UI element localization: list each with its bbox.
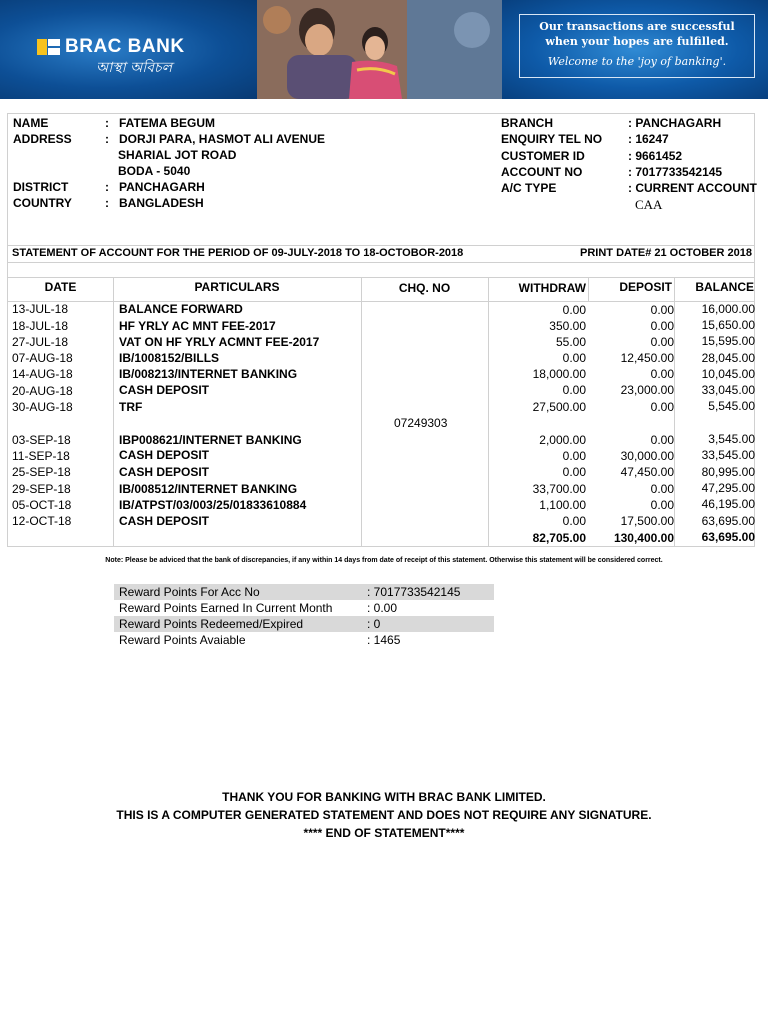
branch-value: : PANCHAGARH	[628, 116, 722, 130]
row-date: 20-AUG-18	[12, 384, 73, 398]
row-withdraw: 55.00	[555, 335, 586, 349]
ac-type-code: CAA	[635, 197, 663, 212]
banner-message-panel	[502, 0, 768, 99]
footer-computer-generated: THIS IS A COMPUTER GENERATED STATEMENT AND DOES NOT REQUIRE ANY SIGNATURE.	[116, 808, 652, 822]
row-deposit: 0.00	[650, 335, 674, 349]
row-deposit: 23,000.00	[620, 383, 674, 397]
logo-tagline: আস্থা অবিচল	[96, 60, 173, 76]
reward-label: Reward Points Earned In Current Month	[119, 601, 333, 615]
row-balance: 15,595.00	[701, 334, 755, 348]
reward-row	[114, 632, 494, 648]
row-balance: 47,295.00	[701, 481, 755, 495]
footer-end-of-statement: **** END OF STATEMENT****	[303, 826, 465, 840]
col-deposit-header: DEPOSIT	[619, 280, 672, 294]
country-label: COUNTRY	[13, 196, 72, 210]
country-sep: :	[105, 196, 109, 210]
reward-value: : 0	[367, 617, 381, 631]
logo-text: BRAC BANK	[65, 36, 185, 57]
country-value: BANGLADESH	[119, 196, 204, 210]
row-particulars: IBP008621/INTERNET BANKING	[119, 433, 302, 447]
reward-row	[114, 600, 494, 616]
row-withdraw: 33,700.00	[532, 482, 586, 496]
row-balance: 33,045.00	[701, 383, 755, 397]
statement-footer	[0, 788, 768, 842]
branch-label: BRANCH	[501, 116, 553, 130]
row-date: 30-AUG-18	[12, 400, 73, 414]
row-deposit: 0.00	[650, 400, 674, 414]
banner-logo-panel	[0, 0, 257, 99]
row-withdraw: 18,000.00	[532, 367, 586, 381]
row-particulars: VAT ON HF YRLY ACMNT FEE-2017	[119, 335, 320, 349]
row-deposit: 30,000.00	[620, 449, 674, 463]
col-date-header: DATE	[44, 280, 77, 294]
row-balance: 80,995.00	[701, 465, 755, 479]
reward-row	[114, 584, 494, 600]
row-particulars: CASH DEPOSIT	[119, 448, 210, 462]
banner-message-line2: when your hopes are fulfilled.	[545, 35, 729, 48]
reward-value: : 1465	[367, 633, 401, 647]
address-sep: :	[105, 132, 109, 146]
row-particulars: CASH DEPOSIT	[119, 465, 210, 479]
row-balance: 10,045.00	[701, 367, 755, 381]
row-deposit: 0.00	[650, 433, 674, 447]
logo-mark-icon	[37, 39, 61, 55]
address-line1: DORJI PARA, HASMOT ALI AVENUE	[119, 132, 326, 146]
row-date: 27-JUL-18	[12, 335, 69, 349]
row-date: 07-AUG-18	[12, 351, 73, 365]
row-particulars: HF YRLY AC MNT FEE-2017	[119, 319, 276, 333]
brac-bank-logo	[37, 36, 185, 58]
ac-type-value: : CURRENT ACCOUNT	[628, 181, 757, 195]
row-date: 03-SEP-18	[12, 433, 71, 447]
row-balance: 16,000.00	[701, 302, 755, 316]
footer-thank-you: THANK YOU FOR BANKING WITH BRAC BANK LIMITED.	[222, 790, 546, 804]
row-balance: 15,650.00	[701, 318, 755, 332]
reward-label: Reward Points For Acc No	[119, 585, 260, 599]
row-balance: 3,545.00	[708, 432, 755, 446]
reward-label: Reward Points Avaiable	[119, 633, 246, 647]
row-particulars: CASH DEPOSIT	[119, 514, 210, 528]
row-balance: 46,195.00	[701, 497, 755, 511]
ac-type-label: A/C TYPE	[501, 181, 557, 195]
row-deposit: 47,450.00	[620, 465, 674, 479]
row-balance: 28,045.00	[701, 351, 755, 365]
row-balance: 33,545.00	[701, 448, 755, 462]
statement-box	[7, 113, 755, 547]
row-chq-no: 07249303	[394, 416, 448, 430]
row-particulars: IB/1008152/BILLS	[119, 351, 220, 365]
customer-id-value: : 9661452	[628, 149, 683, 163]
row-date: 05-OCT-18	[12, 498, 72, 512]
row-date: 18-JUL-18	[12, 319, 69, 333]
print-date: PRINT DATE# 21 OCTOBER 2018	[580, 247, 752, 259]
row-withdraw: 0.00	[562, 514, 586, 528]
statement-period: STATEMENT OF ACCOUNT FOR THE PERIOD OF 09-JULY-2018 TO 18-OCTOBOR-2018	[12, 247, 464, 259]
row-deposit: 12,450.00	[620, 351, 674, 365]
banner-message-line3: Welcome to the 'joy of banking'.	[547, 55, 727, 68]
father-daughter-photo-icon	[257, 0, 502, 99]
banner-message-line1: Our transactions are successful	[539, 20, 735, 33]
total-deposit: 130,400.00	[613, 531, 674, 545]
customer-id-label: CUSTOMER ID	[501, 149, 585, 163]
enquiry-label: ENQUIRY TEL NO	[501, 132, 603, 146]
row-withdraw: 0.00	[562, 351, 586, 365]
reward-points-table	[114, 584, 494, 648]
row-balance: 63,695.00	[701, 514, 755, 528]
total-withdraw: 82,705.00	[532, 531, 586, 545]
reward-label: Reward Points Redeemed/Expired	[119, 617, 304, 631]
row-withdraw: 0.00	[562, 465, 586, 479]
row-withdraw: 1,100.00	[539, 498, 586, 512]
name-label: NAME	[13, 116, 49, 130]
row-deposit: 0.00	[650, 319, 674, 333]
col-particulars-header: PARTICULARS	[194, 280, 280, 294]
enquiry-value: : 16247	[628, 132, 669, 146]
row-withdraw: 27,500.00	[532, 400, 586, 414]
row-date: 11-SEP-18	[12, 449, 70, 463]
row-date: 25-SEP-18	[12, 465, 71, 479]
account-no-label: ACCOUNT NO	[501, 165, 583, 179]
row-date: 14-AUG-18	[12, 367, 73, 381]
row-particulars: BALANCE FORWARD	[119, 302, 243, 316]
col-chq-header: CHQ. NO	[398, 281, 451, 295]
row-particulars: TRF	[119, 400, 143, 414]
row-deposit: 0.00	[650, 498, 674, 512]
row-particulars: CASH DEPOSIT	[119, 383, 210, 397]
row-withdraw: 0.00	[562, 303, 586, 317]
row-date: 13-JUL-18	[12, 302, 69, 316]
total-balance: 63,695.00	[701, 530, 755, 544]
bank-banner	[0, 0, 768, 99]
row-withdraw: 2,000.00	[539, 433, 586, 447]
name-sep: :	[105, 116, 109, 130]
name-value: FATEMA BEGUM	[119, 116, 215, 130]
row-date: 29-SEP-18	[12, 482, 71, 496]
row-particulars: IB/008213/INTERNET BANKING	[119, 367, 298, 381]
statement-note: Note: Please be adviced that the bank of discrepancies, if any within 14 days from date of receipt of this statement. Otherwise this statement will be considered correct.	[105, 557, 663, 564]
district-label: DISTRICT	[13, 180, 69, 194]
row-particulars: IB/008512/INTERNET BANKING	[119, 482, 298, 496]
reward-value: : 7017733542145	[367, 585, 461, 599]
row-withdraw: 0.00	[562, 383, 586, 397]
col-balance-header: BALANCE	[695, 280, 754, 294]
row-date: 12-OCT-18	[12, 514, 72, 528]
row-deposit: 0.00	[650, 303, 674, 317]
row-withdraw: 350.00	[549, 319, 586, 333]
address-line3: BODA - 5040	[118, 164, 191, 178]
reward-value: : 0.00	[367, 601, 398, 615]
address-label: ADDRESS	[13, 132, 72, 146]
row-deposit: 0.00	[650, 482, 674, 496]
row-deposit: 0.00	[650, 367, 674, 381]
col-withdraw-header: WITHDRAW	[518, 281, 586, 295]
district-sep: :	[105, 180, 109, 194]
reward-row	[114, 616, 494, 632]
row-withdraw: 0.00	[562, 449, 586, 463]
row-particulars: IB/ATPST/03/003/25/01833610884	[119, 498, 307, 512]
banner-photo	[257, 0, 502, 99]
row-balance: 5,545.00	[708, 399, 755, 413]
account-no-value: : 7017733542145	[628, 165, 723, 179]
address-line2: SHARIAL JOT ROAD	[118, 148, 237, 162]
row-deposit: 17,500.00	[620, 514, 674, 528]
banner-message-box	[519, 14, 755, 78]
district-value: PANCHAGARH	[119, 180, 205, 194]
